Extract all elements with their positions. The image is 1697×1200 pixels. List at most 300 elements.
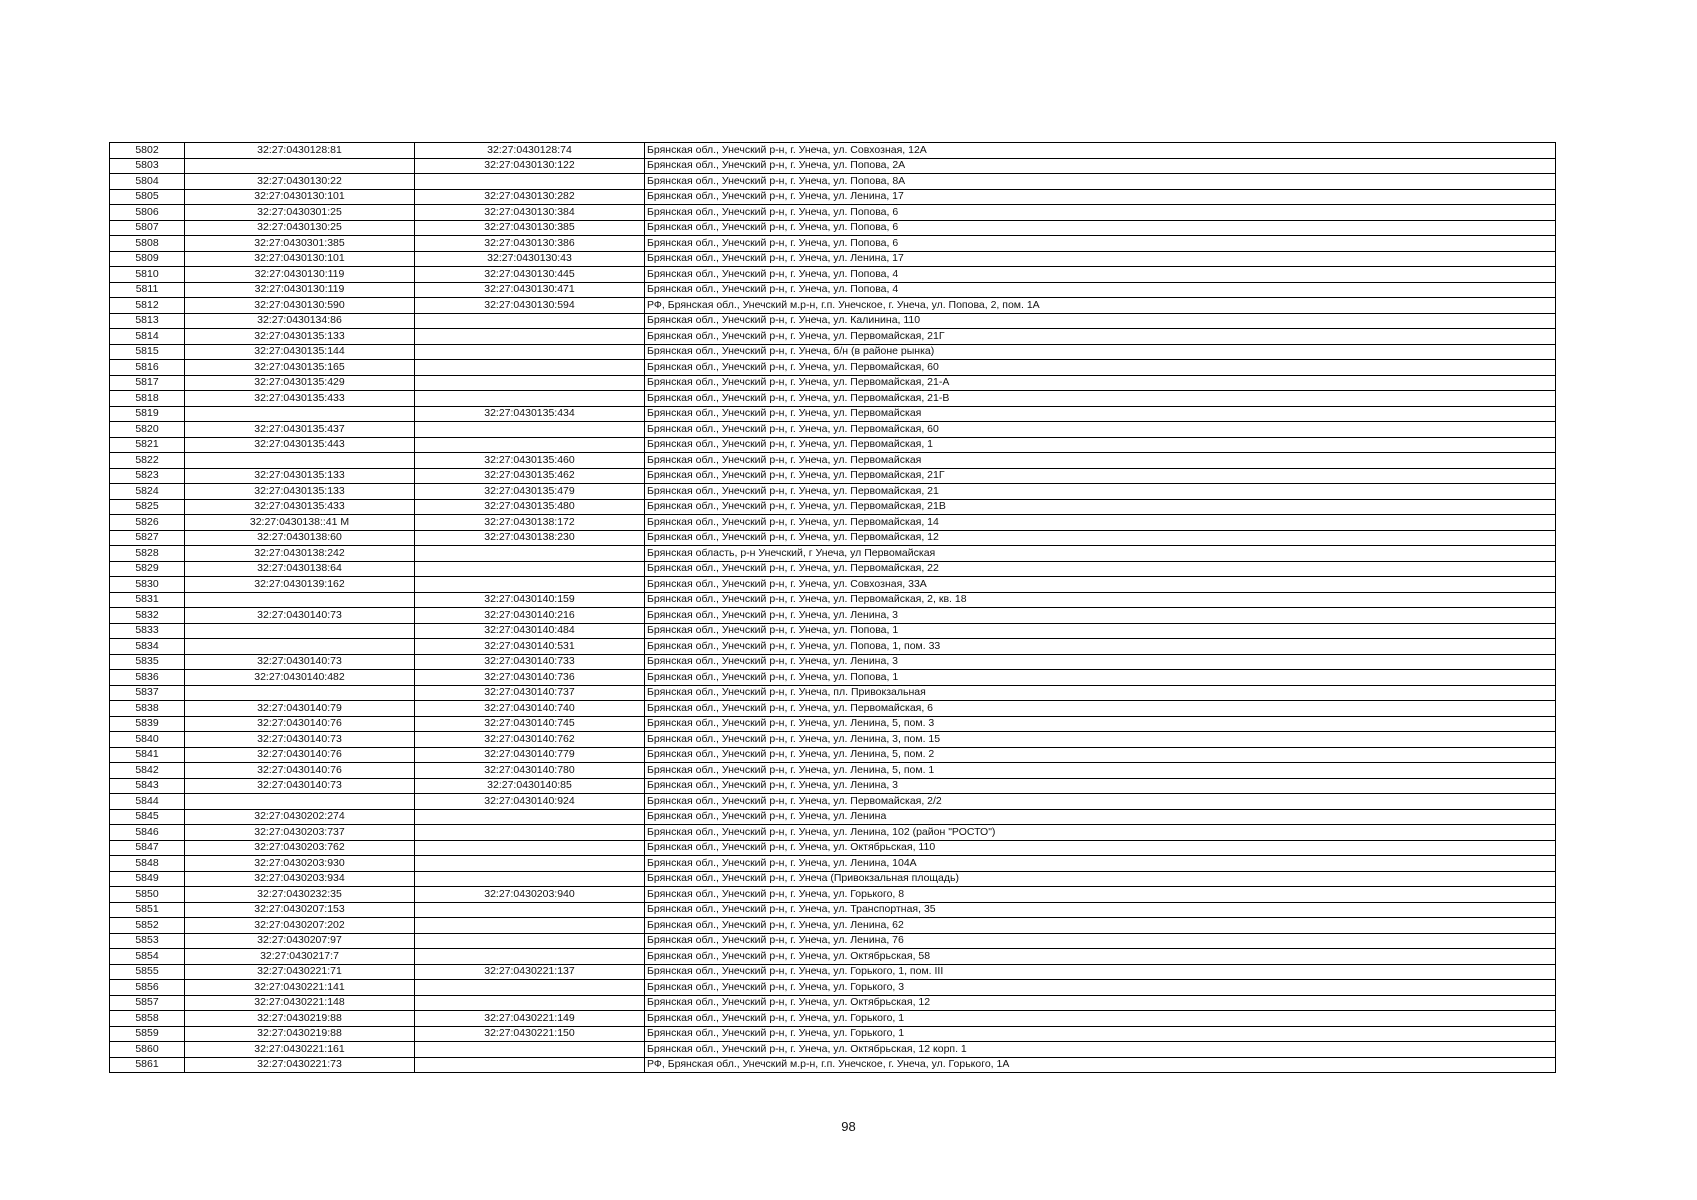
object-cadastral-cell: [415, 375, 645, 391]
address-cell: Брянская обл., Унечский р-н, г. Унеча, ул. Октябрьская, 58: [645, 949, 1556, 965]
row-number-cell: 5820: [110, 422, 185, 438]
row-number-cell: 5824: [110, 484, 185, 500]
table-row: [110, 251, 1556, 267]
row-number-cell: 5861: [110, 1057, 185, 1073]
row-number-cell: 5847: [110, 840, 185, 856]
row-number-cell: 5832: [110, 608, 185, 624]
land-parcel-cadastral-cell: 32:27:0430130:101: [185, 251, 415, 267]
land-parcel-cadastral-cell: 32:27:0430217:7: [185, 949, 415, 965]
land-parcel-cadastral-cell: 32:27:0430140:73: [185, 732, 415, 748]
table-row: [110, 995, 1556, 1011]
address-cell: Брянская обл., Унечский р-н, г. Унеча, ул. Попова, 6: [645, 220, 1556, 236]
land-parcel-cadastral-cell: 32:27:0430135:133: [185, 329, 415, 345]
address-cell: Брянская обл., Унечский р-н, г. Унеча, ул. Первомайская, 21Г: [645, 468, 1556, 484]
object-cadastral-cell: [415, 902, 645, 918]
row-number-cell: 5837: [110, 685, 185, 701]
table-row: [110, 329, 1556, 345]
land-parcel-cadastral-cell: 32:27:0430135:443: [185, 437, 415, 453]
land-parcel-cadastral-cell: [185, 623, 415, 639]
object-cadastral-cell: 32:27:0430203:940: [415, 887, 645, 903]
row-number-cell: 5846: [110, 825, 185, 841]
table-row: [110, 980, 1556, 996]
object-cadastral-cell: 32:27:0430140:159: [415, 592, 645, 608]
address-cell: Брянская обл., Унечский р-н, г. Унеча, ул. Первомайская, 21Г: [645, 329, 1556, 345]
row-number-cell: 5819: [110, 406, 185, 422]
object-cadastral-cell: 32:27:0430130:43: [415, 251, 645, 267]
table-row: [110, 360, 1556, 376]
object-cadastral-cell: [415, 840, 645, 856]
row-number-cell: 5842: [110, 763, 185, 779]
table-row: [110, 375, 1556, 391]
row-number-cell: 5857: [110, 995, 185, 1011]
table-row: [110, 344, 1556, 360]
table-row: [110, 608, 1556, 624]
object-cadastral-cell: [415, 360, 645, 376]
land-parcel-cadastral-cell: 32:27:0430134:86: [185, 313, 415, 329]
land-parcel-cadastral-cell: 32:27:0430130:590: [185, 298, 415, 314]
land-parcel-cadastral-cell: 32:27:0430128:81: [185, 143, 415, 159]
object-cadastral-cell: 32:27:0430140:740: [415, 701, 645, 717]
address-cell: РФ, Брянская обл., Унечский м.р-н, г.п. Унечское, г. Унеча, ул. Горького, 1А: [645, 1057, 1556, 1073]
object-cadastral-cell: 32:27:0430140:733: [415, 654, 645, 670]
object-cadastral-cell: 32:27:0430221:149: [415, 1011, 645, 1027]
object-cadastral-cell: 32:27:0430138:230: [415, 530, 645, 546]
address-cell: Брянская обл., Унечский р-н, г. Унеча, ул. Первомайская, 60: [645, 422, 1556, 438]
land-parcel-cadastral-cell: 32:27:0430140:76: [185, 747, 415, 763]
table-row: [110, 561, 1556, 577]
address-cell: Брянская обл., Унечский р-н, г. Унеча, ул. Октябрьская, 110: [645, 840, 1556, 856]
table-row: [110, 406, 1556, 422]
row-number-cell: 5813: [110, 313, 185, 329]
table-row: [110, 670, 1556, 686]
table-row: [110, 484, 1556, 500]
address-cell: Брянская обл., Унечский р-н, г. Унеча, ул. Совхозная, 33А: [645, 577, 1556, 593]
address-cell: Брянская обл., Унечский р-н, г. Унеча (Привокзальная площадь): [645, 871, 1556, 887]
row-number-cell: 5807: [110, 220, 185, 236]
object-cadastral-cell: 32:27:0430140:762: [415, 732, 645, 748]
row-number-cell: 5840: [110, 732, 185, 748]
land-parcel-cadastral-cell: 32:27:0430135:133: [185, 484, 415, 500]
row-number-cell: 5804: [110, 174, 185, 190]
land-parcel-cadastral-cell: 32:27:0430221:73: [185, 1057, 415, 1073]
address-cell: Брянская обл., Унечский р-н, г. Унеча, ул. Попова, 2А: [645, 158, 1556, 174]
table-row: [110, 623, 1556, 639]
row-number-cell: 5826: [110, 515, 185, 531]
object-cadastral-cell: 32:27:0430140:780: [415, 763, 645, 779]
object-cadastral-cell: [415, 1057, 645, 1073]
object-cadastral-cell: [415, 329, 645, 345]
land-parcel-cadastral-cell: 32:27:0430301:385: [185, 236, 415, 252]
object-cadastral-cell: [415, 809, 645, 825]
table-row: [110, 515, 1556, 531]
land-parcel-cadastral-cell: 32:27:0430203:934: [185, 871, 415, 887]
address-cell: Брянская обл., Унечский р-н, г. Унеча, ул. Первомайская, 12: [645, 530, 1556, 546]
table-row: [110, 391, 1556, 407]
object-cadastral-cell: [415, 313, 645, 329]
object-cadastral-cell: 32:27:0430130:445: [415, 267, 645, 283]
land-parcel-cadastral-cell: 32:27:0430221:71: [185, 964, 415, 980]
table-row: [110, 220, 1556, 236]
table-row: [110, 546, 1556, 562]
land-parcel-cadastral-cell: 32:27:0430135:433: [185, 391, 415, 407]
address-cell: Брянская обл., Унечский р-н, г. Унеча, ул. Ленина, 5, пом. 2: [645, 747, 1556, 763]
address-cell: Брянская обл., Унечский р-н, г. Унеча, ул. Первомайская: [645, 453, 1556, 469]
row-number-cell: 5808: [110, 236, 185, 252]
land-parcel-cadastral-cell: [185, 685, 415, 701]
address-cell: Брянская обл., Унечский р-н, г. Унеча, ул. Горького, 1, пом. III: [645, 964, 1556, 980]
row-number-cell: 5835: [110, 654, 185, 670]
address-cell: Брянская обл., Унечский р-н, г. Унеча, ул. Попова, 1, пом. 33: [645, 639, 1556, 655]
address-cell: Брянская обл., Унечский р-н, г. Унеча, ул. Попова, 4: [645, 267, 1556, 283]
address-cell: Брянская обл., Унечский р-н, г. Унеча, б/н (в районе рынка): [645, 344, 1556, 360]
object-cadastral-cell: 32:27:0430221:150: [415, 1026, 645, 1042]
row-number-cell: 5812: [110, 298, 185, 314]
object-cadastral-cell: 32:27:0430140:216: [415, 608, 645, 624]
object-cadastral-cell: [415, 980, 645, 996]
address-cell: Брянская обл., Унечский р-н, г. Унеча, ул. Ленина, 17: [645, 251, 1556, 267]
address-cell: Брянская обл., Унечский р-н, г. Унеча, ул. Ленина, 3, пом. 15: [645, 732, 1556, 748]
table-row: [110, 1026, 1556, 1042]
land-parcel-cadastral-cell: 32:27:0430221:161: [185, 1042, 415, 1058]
table-row: [110, 499, 1556, 515]
table-row: [110, 732, 1556, 748]
address-cell: Брянская обл., Унечский р-н, г. Унеча, ул. Первомайская, 21В: [645, 499, 1556, 515]
land-parcel-cadastral-cell: 32:27:0430130:22: [185, 174, 415, 190]
row-number-cell: 5802: [110, 143, 185, 159]
row-number-cell: 5859: [110, 1026, 185, 1042]
row-number-cell: 5850: [110, 887, 185, 903]
address-cell: Брянская обл., Унечский р-н, г. Унеча, ул. Первомайская, 22: [645, 561, 1556, 577]
address-cell: Брянская обл., Унечский р-н, г. Унеча, пл. Привокзальная: [645, 685, 1556, 701]
row-number-cell: 5841: [110, 747, 185, 763]
land-parcel-cadastral-cell: 32:27:0430135:433: [185, 499, 415, 515]
address-cell: Брянская обл., Унечский р-н, г. Унеча, ул. Ленина: [645, 809, 1556, 825]
address-cell: Брянская обл., Унечский р-н, г. Унеча, ул. Совхозная, 12А: [645, 143, 1556, 159]
address-cell: Брянская обл., Унечский р-н, г. Унеча, ул. Калинина, 110: [645, 313, 1556, 329]
object-cadastral-cell: 32:27:0430130:282: [415, 189, 645, 205]
object-cadastral-cell: [415, 949, 645, 965]
object-cadastral-cell: 32:27:0430130:384: [415, 205, 645, 221]
land-parcel-cadastral-cell: 32:27:0430135:437: [185, 422, 415, 438]
row-number-cell: 5814: [110, 329, 185, 345]
row-number-cell: 5851: [110, 902, 185, 918]
object-cadastral-cell: 32:27:0430135:462: [415, 468, 645, 484]
object-cadastral-cell: 32:27:0430128:74: [415, 143, 645, 159]
address-cell: Брянская обл., Унечский р-н, г. Унеча, ул. Попова, 6: [645, 205, 1556, 221]
page-number: 98: [841, 1119, 856, 1134]
table-row: [110, 437, 1556, 453]
table-row: [110, 158, 1556, 174]
land-parcel-cadastral-cell: 32:27:0430219:88: [185, 1011, 415, 1027]
object-cadastral-cell: [415, 1042, 645, 1058]
land-parcel-cadastral-cell: 32:27:0430203:930: [185, 856, 415, 872]
land-parcel-cadastral-cell: 32:27:0430232:35: [185, 887, 415, 903]
row-number-cell: 5852: [110, 918, 185, 934]
table-row: [110, 577, 1556, 593]
table-row: [110, 840, 1556, 856]
land-parcel-cadastral-cell: 32:27:0430138:60: [185, 530, 415, 546]
object-cadastral-cell: [415, 856, 645, 872]
object-cadastral-cell: 32:27:0430135:460: [415, 453, 645, 469]
land-parcel-cadastral-cell: 32:27:0430135:144: [185, 344, 415, 360]
table-row: [110, 902, 1556, 918]
object-cadastral-cell: [415, 422, 645, 438]
object-cadastral-cell: 32:27:0430135:434: [415, 406, 645, 422]
row-number-cell: 5845: [110, 809, 185, 825]
address-cell: Брянская обл., Унечский р-н, г. Унеча, ул. Первомайская, 21: [645, 484, 1556, 500]
object-cadastral-cell: [415, 933, 645, 949]
address-cell: Брянская обл., Унечский р-н, г. Унеча, ул. Попова, 4: [645, 282, 1556, 298]
cadastral-table: [109, 142, 1556, 1073]
row-number-cell: 5803: [110, 158, 185, 174]
land-parcel-cadastral-cell: [185, 158, 415, 174]
row-number-cell: 5810: [110, 267, 185, 283]
land-parcel-cadastral-cell: 32:27:0430138:64: [185, 561, 415, 577]
land-parcel-cadastral-cell: 32:27:0430130:119: [185, 282, 415, 298]
object-cadastral-cell: 32:27:0430130:386: [415, 236, 645, 252]
land-parcel-cadastral-cell: 32:27:0430140:73: [185, 608, 415, 624]
land-parcel-cadastral-cell: 32:27:0430221:148: [185, 995, 415, 1011]
table-row: [110, 701, 1556, 717]
object-cadastral-cell: [415, 825, 645, 841]
table-row: [110, 298, 1556, 314]
address-cell: Брянская обл., Унечский р-н, г. Унеча, ул. Первомайская, 6: [645, 701, 1556, 717]
row-number-cell: 5827: [110, 530, 185, 546]
land-parcel-cadastral-cell: 32:27:0430130:101: [185, 189, 415, 205]
address-cell: Брянская обл., Унечский р-н, г. Унеча, ул. Первомайская: [645, 406, 1556, 422]
row-number-cell: 5853: [110, 933, 185, 949]
table-row: [110, 794, 1556, 810]
table-row: [110, 685, 1556, 701]
land-parcel-cadastral-cell: [185, 592, 415, 608]
address-cell: Брянская обл., Унечский р-н, г. Унеча, ул. Первомайская, 14: [645, 515, 1556, 531]
row-number-cell: 5821: [110, 437, 185, 453]
table-row: [110, 267, 1556, 283]
address-cell: Брянская обл., Унечский р-н, г. Унеча, ул. Ленина, 76: [645, 933, 1556, 949]
address-cell: Брянская обл., Унечский р-н, г. Унеча, ул. Ленина, 3: [645, 778, 1556, 794]
row-number-cell: 5817: [110, 375, 185, 391]
table-row: [110, 236, 1556, 252]
row-number-cell: 5833: [110, 623, 185, 639]
table-row: [110, 964, 1556, 980]
address-cell: Брянская обл., Унечский р-н, г. Унеча, ул. Горького, 8: [645, 887, 1556, 903]
object-cadastral-cell: 32:27:0430130:471: [415, 282, 645, 298]
land-parcel-cadastral-cell: 32:27:0430140:73: [185, 778, 415, 794]
land-parcel-cadastral-cell: 32:27:0430135:133: [185, 468, 415, 484]
table-row: [110, 809, 1556, 825]
table-row: [110, 282, 1556, 298]
row-number-cell: 5830: [110, 577, 185, 593]
address-cell: Брянская обл., Унечский р-н, г. Унеча, ул. Ленина, 62: [645, 918, 1556, 934]
table-row: [110, 313, 1556, 329]
address-cell: Брянская обл., Унечский р-н, г. Унеча, ул. Горького, 1: [645, 1026, 1556, 1042]
address-cell: Брянская обл., Унечский р-н, г. Унеча, ул. Ленина, 17: [645, 189, 1556, 205]
land-parcel-cadastral-cell: [185, 406, 415, 422]
table-row: [110, 1057, 1556, 1073]
row-number-cell: 5834: [110, 639, 185, 655]
address-cell: Брянская обл., Унечский р-н, г. Унеча, ул. Ленина, 3: [645, 608, 1556, 624]
land-parcel-cadastral-cell: 32:27:0430219:88: [185, 1026, 415, 1042]
table-row: [110, 453, 1556, 469]
row-number-cell: 5805: [110, 189, 185, 205]
object-cadastral-cell: [415, 437, 645, 453]
table-row: [110, 825, 1556, 841]
land-parcel-cadastral-cell: 32:27:0430207:97: [185, 933, 415, 949]
table-row: [110, 1042, 1556, 1058]
object-cadastral-cell: [415, 391, 645, 407]
land-parcel-cadastral-cell: 32:27:0430203:737: [185, 825, 415, 841]
object-cadastral-cell: [415, 344, 645, 360]
land-parcel-cadastral-cell: 32:27:0430221:141: [185, 980, 415, 996]
row-number-cell: 5823: [110, 468, 185, 484]
land-parcel-cadastral-cell: 32:27:0430138::41 М: [185, 515, 415, 531]
address-cell: Брянская обл., Унечский р-н, г. Унеча, ул. Октябрьская, 12 корп. 1: [645, 1042, 1556, 1058]
object-cadastral-cell: 32:27:0430130:594: [415, 298, 645, 314]
object-cadastral-cell: [415, 918, 645, 934]
table-row: [110, 856, 1556, 872]
land-parcel-cadastral-cell: [185, 794, 415, 810]
row-number-cell: 5809: [110, 251, 185, 267]
object-cadastral-cell: 32:27:0430135:479: [415, 484, 645, 500]
object-cadastral-cell: 32:27:0430140:531: [415, 639, 645, 655]
land-parcel-cadastral-cell: 32:27:0430207:202: [185, 918, 415, 934]
address-cell: Брянская обл., Унечский р-н, г. Унеча, ул. Горького, 1: [645, 1011, 1556, 1027]
address-cell: Брянская обл., Унечский р-н, г. Унеча, ул. Ленина, 5, пом. 3: [645, 716, 1556, 732]
table-row: [110, 716, 1556, 732]
address-cell: Брянская обл., Унечский р-н, г. Унеча, ул. Ленина, 5, пом. 1: [645, 763, 1556, 779]
object-cadastral-cell: 32:27:0430130:385: [415, 220, 645, 236]
table-row: [110, 592, 1556, 608]
address-cell: Брянская обл., Унечский р-н, г. Унеча, ул. Транспортная, 35: [645, 902, 1556, 918]
table-row: [110, 654, 1556, 670]
address-cell: Брянская обл., Унечский р-н, г. Унеча, ул. Первомайская, 2, кв. 18: [645, 592, 1556, 608]
land-parcel-cadastral-cell: 32:27:0430130:119: [185, 267, 415, 283]
object-cadastral-cell: [415, 174, 645, 190]
object-cadastral-cell: 32:27:0430140:924: [415, 794, 645, 810]
object-cadastral-cell: 32:27:0430140:745: [415, 716, 645, 732]
land-parcel-cadastral-cell: 32:27:0430135:165: [185, 360, 415, 376]
table-row: [110, 468, 1556, 484]
object-cadastral-cell: [415, 546, 645, 562]
object-cadastral-cell: 32:27:0430138:172: [415, 515, 645, 531]
land-parcel-cadastral-cell: 32:27:0430135:429: [185, 375, 415, 391]
address-cell: Брянская область, р-н Унечский, г Унеча, ул Первомайская: [645, 546, 1556, 562]
object-cadastral-cell: 32:27:0430221:137: [415, 964, 645, 980]
row-number-cell: 5825: [110, 499, 185, 515]
row-number-cell: 5855: [110, 964, 185, 980]
row-number-cell: 5849: [110, 871, 185, 887]
land-parcel-cadastral-cell: 32:27:0430140:73: [185, 654, 415, 670]
land-parcel-cadastral-cell: 32:27:0430130:25: [185, 220, 415, 236]
table-row: [110, 778, 1556, 794]
table-row: [110, 871, 1556, 887]
table-row: [110, 205, 1556, 221]
object-cadastral-cell: [415, 995, 645, 1011]
object-cadastral-cell: [415, 577, 645, 593]
table-row: [110, 918, 1556, 934]
address-cell: Брянская обл., Унечский р-н, г. Унеча, ул. Ленина, 104А: [645, 856, 1556, 872]
table-row: [110, 933, 1556, 949]
object-cadastral-cell: [415, 871, 645, 887]
row-number-cell: 5829: [110, 561, 185, 577]
row-number-cell: 5816: [110, 360, 185, 376]
row-number-cell: 5838: [110, 701, 185, 717]
row-number-cell: 5822: [110, 453, 185, 469]
land-parcel-cadastral-cell: 32:27:0430140:76: [185, 763, 415, 779]
table-row: [110, 949, 1556, 965]
row-number-cell: 5811: [110, 282, 185, 298]
table-row: [110, 174, 1556, 190]
address-cell: Брянская обл., Унечский р-н, г. Унеча, ул. Попова, 6: [645, 236, 1556, 252]
land-parcel-cadastral-cell: 32:27:0430138:242: [185, 546, 415, 562]
row-number-cell: 5856: [110, 980, 185, 996]
address-cell: Брянская обл., Унечский р-н, г. Унеча, ул. Первомайская, 1: [645, 437, 1556, 453]
table-row: [110, 189, 1556, 205]
object-cadastral-cell: 32:27:0430130:122: [415, 158, 645, 174]
object-cadastral-cell: 32:27:0430140:779: [415, 747, 645, 763]
row-number-cell: 5836: [110, 670, 185, 686]
object-cadastral-cell: [415, 561, 645, 577]
table-row: [110, 422, 1556, 438]
table-row: [110, 1011, 1556, 1027]
row-number-cell: 5854: [110, 949, 185, 965]
table-row: [110, 747, 1556, 763]
object-cadastral-cell: 32:27:0430140:85: [415, 778, 645, 794]
address-cell: Брянская обл., Унечский р-н, г. Унеча, ул. Попова, 1: [645, 623, 1556, 639]
row-number-cell: 5815: [110, 344, 185, 360]
land-parcel-cadastral-cell: 32:27:0430140:482: [185, 670, 415, 686]
address-cell: РФ, Брянская обл., Унечский м.р-н, г.п. Унечское, г. Унеча, ул. Попова, 2, пом. 1А: [645, 298, 1556, 314]
address-cell: Брянская обл., Унечский р-н, г. Унеча, ул. Ленина, 3: [645, 654, 1556, 670]
object-cadastral-cell: 32:27:0430140:737: [415, 685, 645, 701]
object-cadastral-cell: 32:27:0430140:484: [415, 623, 645, 639]
address-cell: Брянская обл., Унечский р-н, г. Унеча, ул. Первомайская, 21-А: [645, 375, 1556, 391]
address-cell: Брянская обл., Унечский р-н, г. Унеча, ул. Первомайская, 60: [645, 360, 1556, 376]
land-parcel-cadastral-cell: [185, 639, 415, 655]
row-number-cell: 5858: [110, 1011, 185, 1027]
land-parcel-cadastral-cell: 32:27:0430203:762: [185, 840, 415, 856]
table-row: [110, 530, 1556, 546]
object-cadastral-cell: 32:27:0430135:480: [415, 499, 645, 515]
address-cell: Брянская обл., Унечский р-н, г. Унеча, ул. Первомайская, 2/2: [645, 794, 1556, 810]
table-row: [110, 887, 1556, 903]
row-number-cell: 5848: [110, 856, 185, 872]
address-cell: Брянская обл., Унечский р-н, г. Унеча, ул. Октябрьская, 12: [645, 995, 1556, 1011]
object-cadastral-cell: 32:27:0430140:736: [415, 670, 645, 686]
row-number-cell: 5806: [110, 205, 185, 221]
address-cell: Брянская обл., Унечский р-н, г. Унеча, ул. Первомайская, 21-В: [645, 391, 1556, 407]
address-cell: Брянская обл., Унечский р-н, г. Унеча, ул. Горького, 3: [645, 980, 1556, 996]
land-parcel-cadastral-cell: 32:27:0430202:274: [185, 809, 415, 825]
row-number-cell: 5860: [110, 1042, 185, 1058]
row-number-cell: 5844: [110, 794, 185, 810]
land-parcel-cadastral-cell: 32:27:0430139:162: [185, 577, 415, 593]
land-parcel-cadastral-cell: 32:27:0430301:25: [185, 205, 415, 221]
address-cell: Брянская обл., Унечский р-н, г. Унеча, ул. Попова, 1: [645, 670, 1556, 686]
table-row: [110, 143, 1556, 159]
row-number-cell: 5818: [110, 391, 185, 407]
address-cell: Брянская обл., Унечский р-н, г. Унеча, ул. Ленина, 102 (район "РОСТО"): [645, 825, 1556, 841]
table-row: [110, 763, 1556, 779]
row-number-cell: 5843: [110, 778, 185, 794]
address-cell: Брянская обл., Унечский р-н, г. Унеча, ул. Попова, 8А: [645, 174, 1556, 190]
land-parcel-cadastral-cell: 32:27:0430140:79: [185, 701, 415, 717]
row-number-cell: 5828: [110, 546, 185, 562]
table-row: [110, 639, 1556, 655]
row-number-cell: 5831: [110, 592, 185, 608]
table-body: [110, 143, 1556, 1073]
land-parcel-cadastral-cell: [185, 453, 415, 469]
